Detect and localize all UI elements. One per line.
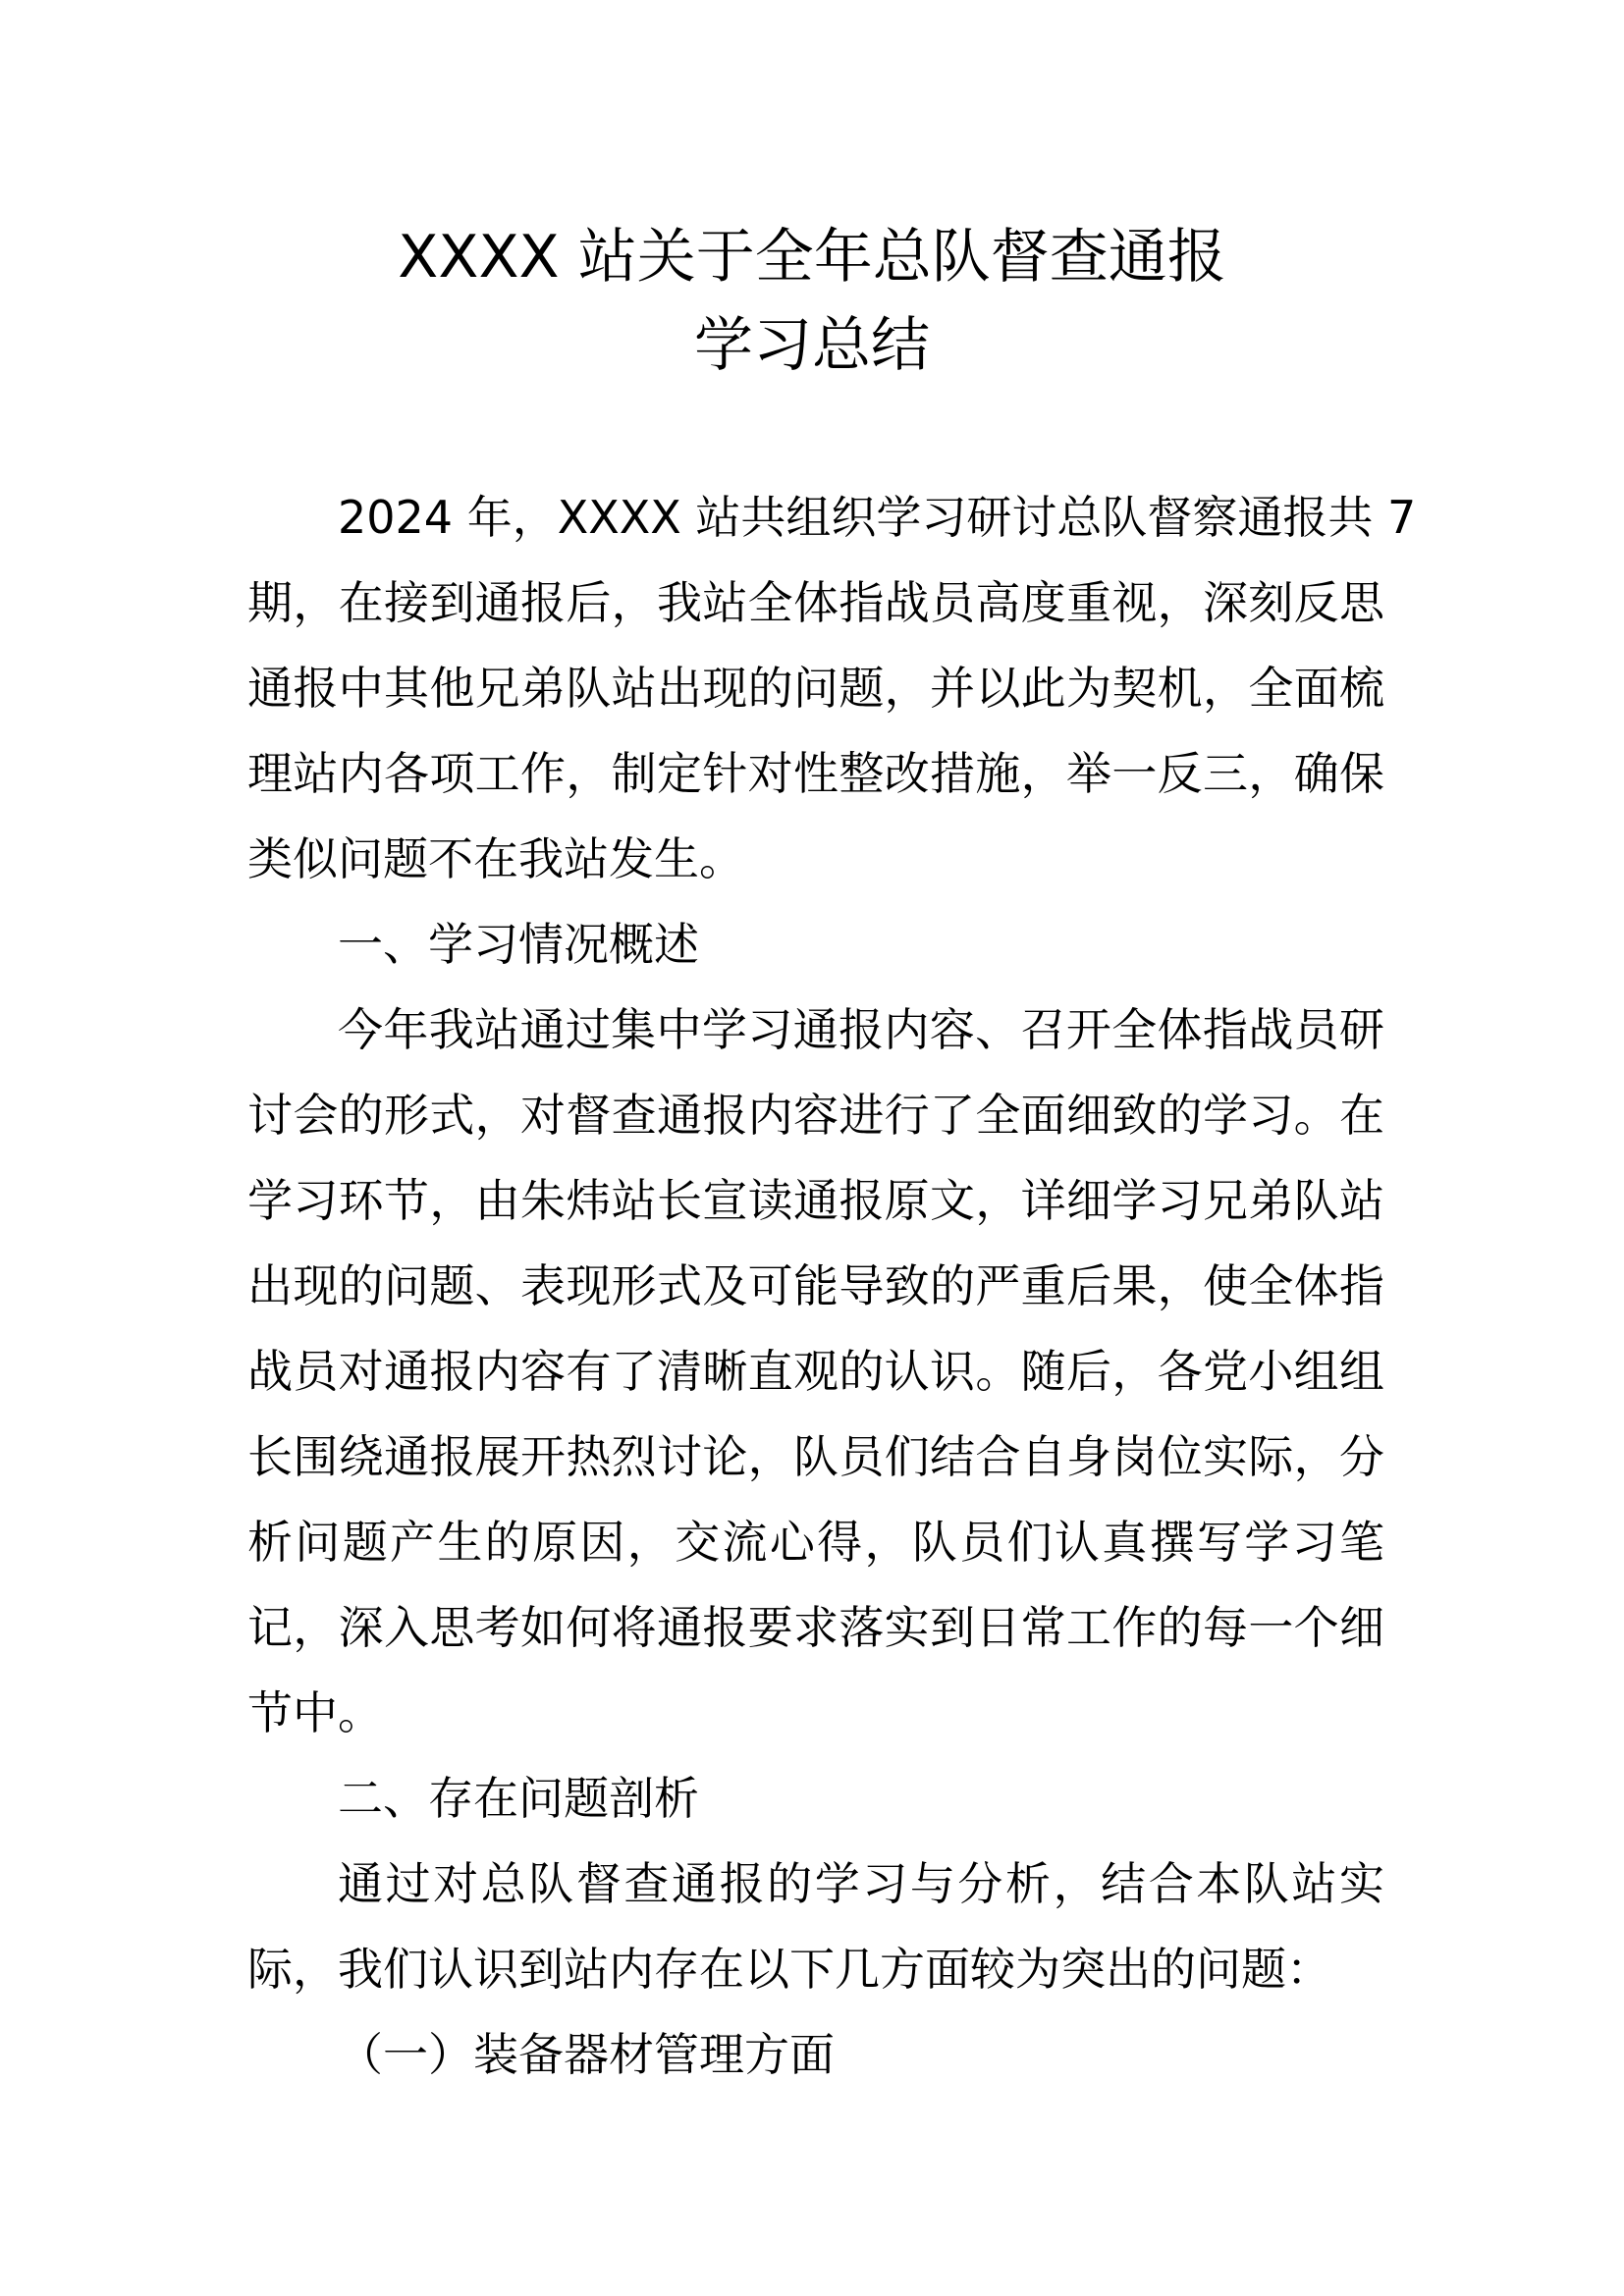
text-line: 际，我们认识到站内存在以下几方面较为突出的问题： <box>247 1943 1331 1996</box>
text-line: 学习环节，由朱炜站长宣读通报原文，详细学习兄弟队站 <box>247 1174 1384 1227</box>
document-body <box>247 475 1417 2098</box>
text-line: 2024 年，XXXX 站共组织学习研讨总队督察通报共 7 <box>338 491 1417 544</box>
text-line: 节中。 <box>247 1686 383 1739</box>
text-line: 通报中其他兄弟队站出现的问题，并以此为契机，全面梳 <box>247 662 1384 715</box>
text-line: 战员对通报内容有了清晰直观的认识。随后，各党小组组 <box>247 1345 1384 1398</box>
section-heading <box>247 2012 1384 2098</box>
text-line: 今年我站通过集中学习通报内容、召开全体指战员研 <box>338 1003 1384 1056</box>
text-line: 二、存在问题剖析 <box>338 1772 699 1825</box>
text-line: 讨会的形式，对督查通报内容进行了全面细致的学习。在 <box>247 1089 1384 1142</box>
text-line: 记，深入思考如何将通报要求落实到日常工作的每一个细 <box>247 1601 1384 1654</box>
text-line: 通过对总队督查通报的学习与分析，结合本队站实 <box>338 1857 1384 1910</box>
document-title-line-1: XXXX 站关于全年总队督查通报 <box>398 223 1226 292</box>
text-line: 出现的问题、表现形式及可能导致的严重后果，使全体指 <box>247 1259 1384 1312</box>
paragraph <box>247 1842 1384 2012</box>
text-line: 理站内各项工作，制定针对性整改措施，举一反三，确保 <box>247 747 1384 800</box>
section-heading <box>247 1756 1384 1842</box>
text-line: 一、学习情况概述 <box>338 918 699 971</box>
paragraph <box>247 475 1417 902</box>
section-heading <box>247 902 1384 988</box>
document-title-line-2: 学习总结 <box>694 311 930 380</box>
text-line: 析问题产生的原因，交流心得，队员们认真撰写学习笔 <box>247 1516 1384 1569</box>
text-line: 长围绕通报展开热烈讨论，队员们结合自身岗位实际，分 <box>247 1430 1384 1483</box>
text-line: 期，在接到通报后，我站全体指战员高度重视，深刻反思 <box>247 576 1384 629</box>
paragraph <box>247 988 1384 1756</box>
text-line: （一）装备器材管理方面 <box>338 2028 835 2081</box>
text-line: 类似问题不在我站发生。 <box>247 832 744 885</box>
